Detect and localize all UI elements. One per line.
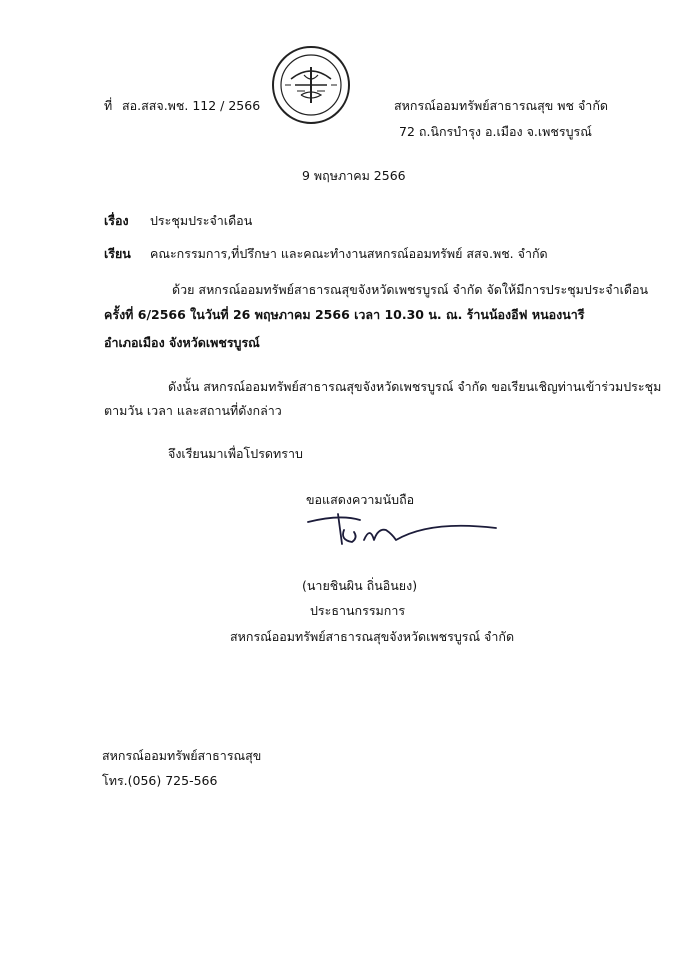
body-paragraph-2-line-2: ตามวัน เวลา และสถานที่ดังกล่าว (104, 403, 282, 418)
body-paragraph-2-line-1: ดังนั้น สหกรณ์ออมทรัพย์สาธารณสุขจังหวัดเพชรบูรณ์ จำกัด ขอเรียนเชิญท่านเข้าร่วมประชุม (168, 379, 662, 394)
subject-label: เรื่อง (104, 213, 129, 228)
reference-number: สอ.สสจ.พช. 112 / 2566 (122, 98, 261, 113)
organization-address: 72 ถ.นิกรบำรุง อ.เมือง จ.เพชรบูรณ์ (399, 124, 592, 139)
signer-organization: สหกรณ์ออมทรัพย์สาธารณสุขจังหวัดเพชรบูรณ์ จำกัด (230, 629, 515, 644)
handwritten-signature (300, 500, 500, 550)
cooperative-seal-logo (271, 45, 351, 125)
subject-text: ประชุมประจำเดือน (150, 213, 253, 228)
letter-date: 9 พฤษภาคม 2566 (302, 168, 406, 183)
signer-name: (นายชินผิน ถิ่นอินยง) (302, 578, 418, 593)
body-paragraph-1-line-2: ครั้งที่ 6/2566 ในวันที่ 26 พฤษภาคม 2566 เวลา 10.30 น. ณ. ร้านน้องอีฟ หนองนารี (104, 307, 585, 322)
closing-regards: ขอแสดงความนับถือ (306, 492, 415, 507)
body-paragraph-1-line-1: ด้วย สหกรณ์ออมทรัพย์สาธารณสุขจังหวัดเพชรบูรณ์ จำกัด จัดให้มีการประชุมประจำเดือน (172, 282, 649, 297)
body-paragraph-1-line-3: อำเภอเมือง จังหวัดเพชรบูรณ์ (104, 335, 260, 350)
recipient-text: คณะกรรมการ,ที่ปรึกษา และคณะทำงานสหกรณ์ออมทรัพย์ สสจ.พช. จำกัด (150, 246, 548, 261)
footer-phone: โทร.(056) 725-566 (102, 773, 218, 788)
body-paragraph-3: จึงเรียนมาเพื่อโปรดทราบ (168, 446, 303, 461)
footer-organization: สหกรณ์ออมทรัพย์สาธารณสุข (102, 748, 262, 763)
reference-label: ที่ (104, 98, 113, 113)
signer-title: ประธานกรรมการ (310, 603, 406, 618)
organization-name: สหกรณ์ออมทรัพย์สาธารณสุข พช จำกัด (394, 98, 609, 113)
recipient-label: เรียน (104, 246, 131, 261)
